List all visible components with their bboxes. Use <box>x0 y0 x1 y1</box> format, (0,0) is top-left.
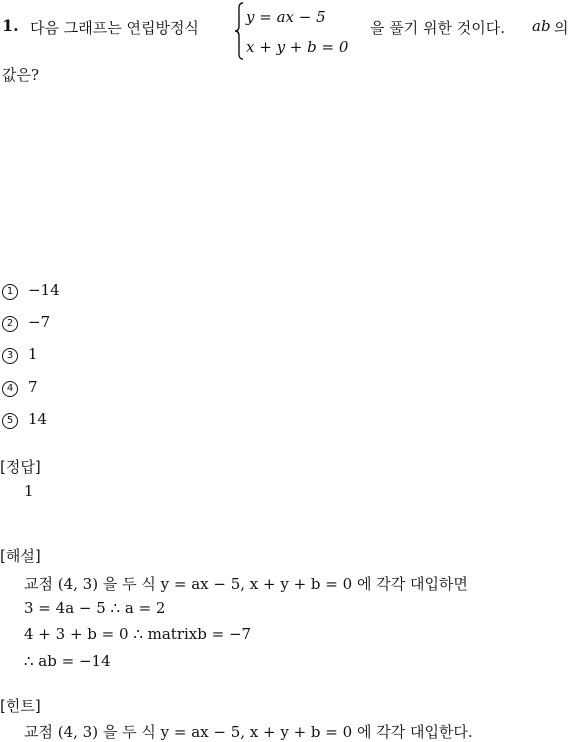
choice-mark: 3 <box>2 348 18 364</box>
choice-5[interactable] <box>2 410 47 429</box>
hint-line-1: 교점 (4, 3) 을 두 식 y = ax − 5, x + y + b = 0 에 각각 대입한다. <box>24 723 473 741</box>
equation-1: y = ax − 5 <box>246 8 326 26</box>
answer-label: [정답] <box>0 458 41 476</box>
question-ab: ab <box>532 17 551 35</box>
explanation-line-3: 4 + 3 + b = 0 ∴ matrixb = −7 <box>24 625 252 643</box>
choice-text: 14 <box>28 410 48 428</box>
choice-2[interactable] <box>2 313 50 332</box>
choice-text: 1 <box>28 345 38 363</box>
explanation-line-2: 3 = 4a − 5 ∴ a = 2 <box>24 599 166 617</box>
choice-1[interactable] <box>2 281 60 300</box>
choice-4[interactable] <box>2 378 38 397</box>
graph-area <box>0 90 560 270</box>
choice-mark: 5 <box>2 413 18 429</box>
hint-label: [힌트] <box>0 697 41 715</box>
answer-value: 1 <box>24 482 34 500</box>
explanation-line-4: ∴ ab = −14 <box>24 652 111 670</box>
choice-mark: 1 <box>2 284 18 300</box>
choice-text: −7 <box>28 313 51 331</box>
question-text-after: 을 풀기 위한 것이다. <box>370 19 505 37</box>
explanation-label: [해설] <box>0 547 41 565</box>
choice-text: 7 <box>28 378 38 396</box>
choice-mark: 4 <box>2 381 18 397</box>
choice-text: −14 <box>28 281 60 299</box>
choice-mark: 2 <box>2 316 18 332</box>
question-ui: 의 <box>554 19 569 37</box>
choice-3[interactable] <box>2 345 38 364</box>
question-line-2: 값은? <box>2 66 40 84</box>
question-text-before: 다음 그래프는 연립방정식 <box>30 19 199 37</box>
equation-2: x + y + b = 0 <box>246 38 349 56</box>
explanation-line-1: 교점 (4, 3) 을 두 식 y = ax − 5, x + y + b = 0 에 각각 대입하면 <box>24 575 468 593</box>
brace-icon <box>234 2 244 60</box>
question-number: 1. <box>2 16 19 35</box>
